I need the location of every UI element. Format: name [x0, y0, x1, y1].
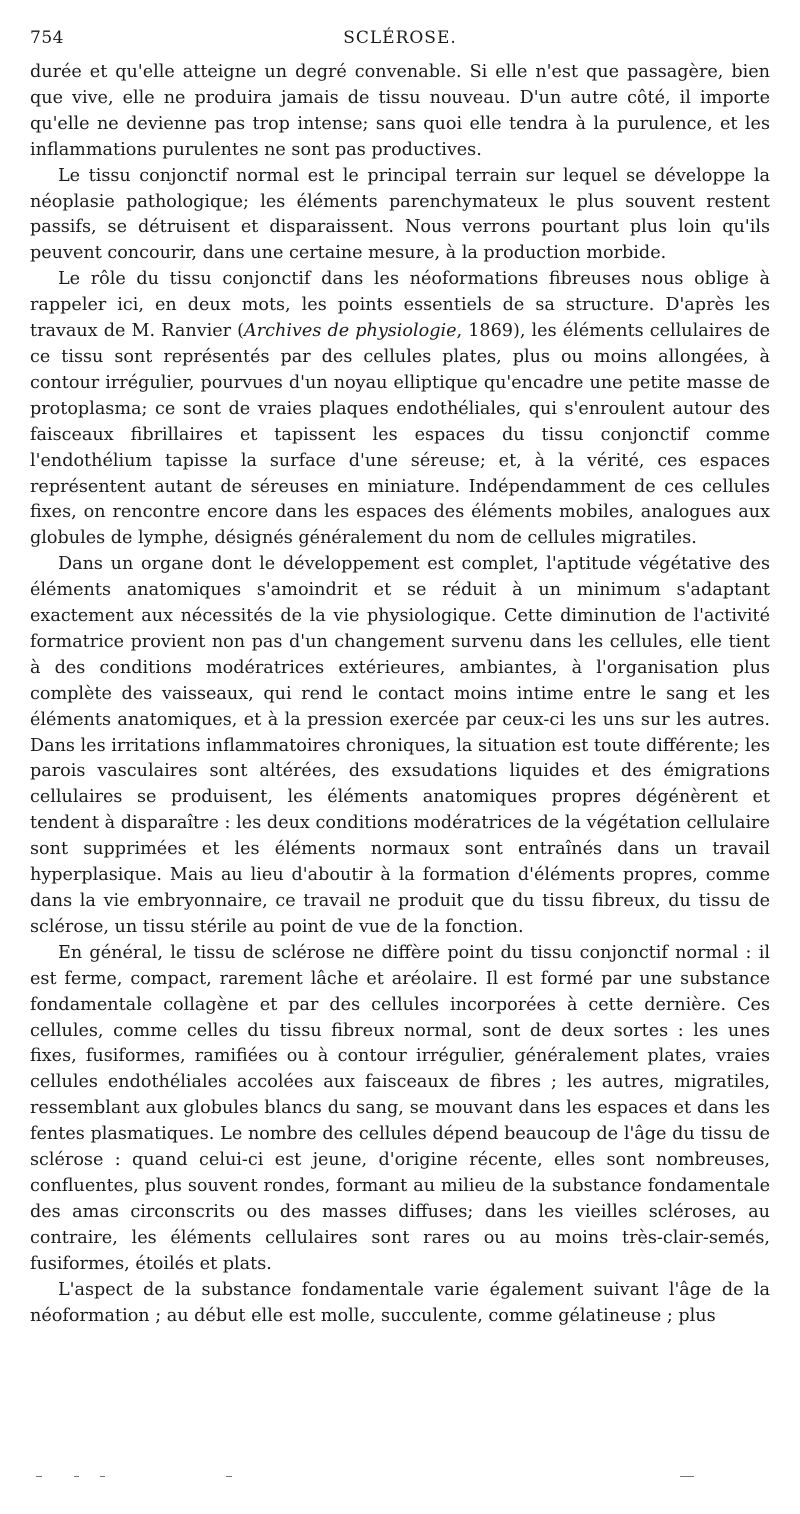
page-number: 754 [30, 28, 64, 48]
paragraph-fundamental-substance: L'aspect de la substance fondamentale varie également suivant l'âge de la néoformation ; au début elle est molle, succulente, comme gélatineuse ; plus [30, 1279, 770, 1326]
scan-mark [226, 1476, 232, 1477]
paragraph-text-after-citation: , 1869), les éléments cellulaires de ce tissu sont représentés par des cellules plates, plus ou moins allongées, à contour irrégulier, pourvues d'un noyau elliptique qu'encadre une petite masse de protoplasma; ce sont de vraies plaques endothéliales, qui s'enroulent autour des faisceaux fibrillaires et tapissent les espaces du tissu conjonctif comme l'endothélium tapisse la surface d'une séreuse; et, à la vérité, ces espaces représentent autant de séreuses en miniature. Indépendamment de ces cellules fixes, on rencontre encore dans les espaces des éléments mobiles, analogues aux globules de lymphe, désignés généralement du nom de cellules migratiles. [30, 321, 771, 549]
scan-mark [74, 1476, 79, 1477]
scan-mark [100, 1476, 105, 1477]
scan-mark [680, 1476, 694, 1477]
body-text [30, 60, 770, 1329]
bottom-scan-marks [30, 1474, 770, 1480]
running-header [30, 26, 770, 54]
journal-citation: Archives de physiologie [244, 321, 457, 342]
running-title: SCLÉROSE. [343, 28, 457, 48]
paragraph-vegetative-aptitude: Dans un organe dont le développement est complet, l'aptitude végétative des éléments anatomiques s'amoindrit et se réduit à un minimum s'adaptant exactement aux nécessités de la vie physiologique. Cette diminution de l'activité formatrice provient non pas d'un changement survenu dans les cellules, elle tient à des conditions modératrices extérieures, ambiantes, à l'organisation plus complète des vaisseaux, qui rend le contact moins intime entre le sang et les éléments anatomiques, et à la pression exercée par ceux-ci les uns sur les autres. Dans les irritations inflammatoires chroniques, la situation est toute différente; les parois vasculaires sont altérées, des exsudations liquides et des émigrations cellulaires se produisent, les éléments anatomiques propres dégénèrent et tendent à disparaître : les deux conditions modératrices de la végétation cellulaire sont supprimées et les éléments normaux sont entraînés dans un travail hyperplasique. Mais au lieu d'aboutir à la formation d'éléments propres, comme dans la vie embryonnaire, ce travail ne produit que du tissu fibreux, du tissu de sclérose, un tissu stérile au point de vue de la fonction. [30, 554, 770, 937]
book-page [30, 26, 770, 1329]
paragraph-text-before-citation: Le rôle du tissu conjonctif dans les néoformations fibreuses nous oblige à rappeler ici, en deux mots, les points essentiels de sa structure. D'après les travaux de M. Ranvier ( [30, 269, 770, 342]
scan-mark [36, 1476, 42, 1477]
paragraph-sclerosis-tissue: En général, le tissu de sclérose ne diffère point du tissu conjonctif normal : il est ferme, compact, rarement lâche et aréolaire. Il est formé par une substance fondamentale collagène et par des cellules incorporées à cette dernière. Ces cellules, comme celles du tissu fibreux normal, sont de deux sortes : les unes fixes, fusiformes, ramifiées ou à contour irrégulier, généralement plates, vraies cellules endothéliales accolées aux faisceaux de fibres ; les autres, migratiles, ressemblant aux globules blancs du sang, se mouvant dans les espaces et dans les fentes plasmatiques. Le nombre des cellules dépend beaucoup de l'âge du tissu de sclérose : quand celui-ci est jeune, d'origine récente, elles sont nombreuses, confluentes, plus souvent rondes, formant au milieu de la substance fondamentale des amas circonscrits ou des masses diffuses; dans les vieilles scléroses, au contraire, les éléments cellulaires sont rares ou au moins très-clair-semés, fusiformes, étoilés et plats. [30, 942, 770, 1274]
paragraph-ranvier-structure [30, 267, 770, 552]
paragraph-connective-tissue: Le tissu conjonctif normal est le principal terrain sur lequel se développe la néoplasie pathologique; les éléments parenchymateux le plus souvent restent passifs, se détruisent et disparaissent. Nous verrons pourtant plus loin qu'ils peuvent concourir, dans une certaine mesure, à la production morbide. [30, 165, 770, 264]
paragraph-continuation: durée et qu'elle atteigne un degré convenable. Si elle n'est que passagère, bien que vive, elle ne produira jamais de tissu nouveau. D'un autre côté, il importe qu'elle ne devienne pas trop intense; sans quoi elle tendra à la purulence, et les inflammations purulentes ne sont pas productives. [30, 62, 770, 160]
